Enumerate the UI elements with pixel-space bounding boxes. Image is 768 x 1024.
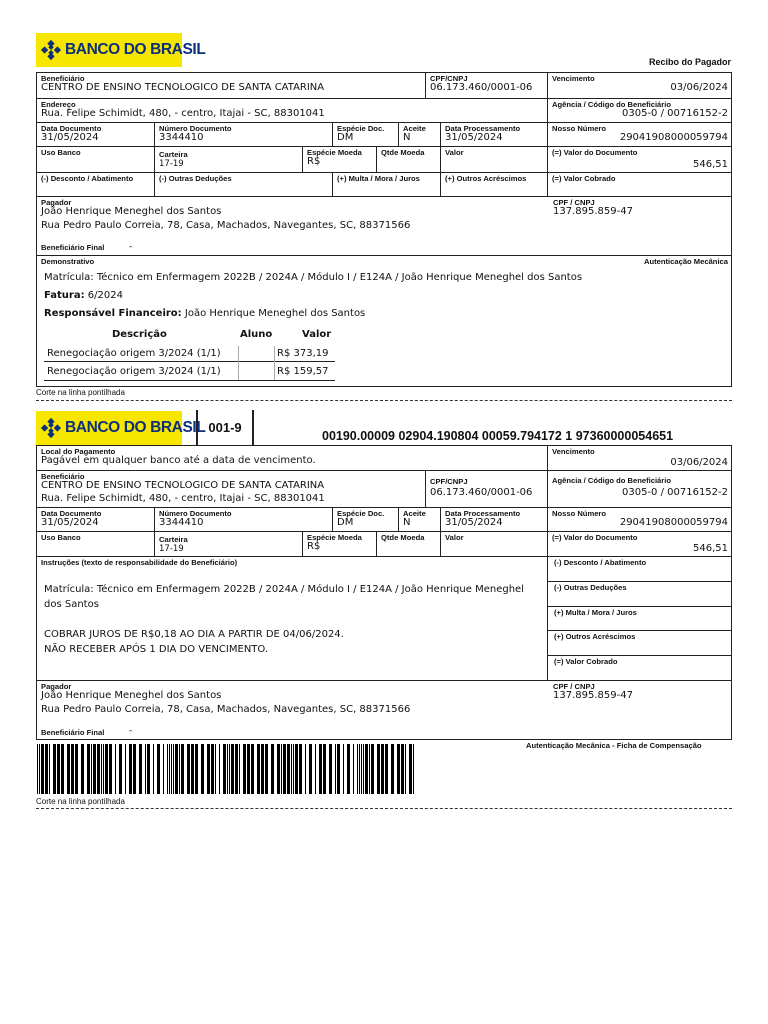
ficha-valor-documento-cell [547, 531, 732, 556]
barcode-bar [243, 744, 246, 794]
barcode-bar [71, 744, 74, 794]
receipt-aceite-cell [398, 122, 440, 146]
receipt-especie-doc-cell [332, 122, 398, 146]
receipt-valor-cell [440, 146, 547, 172]
barcode-bar [57, 744, 60, 794]
label: (=) Valor do Documento [552, 533, 638, 542]
barcode-bar [277, 744, 280, 794]
barcode-bar [139, 744, 142, 794]
valor-documento-value: 546,51 [693, 159, 728, 170]
barcode-bar [211, 744, 214, 794]
barcode-bar [157, 744, 160, 794]
cut-line [36, 808, 732, 809]
barcode-bar [105, 744, 108, 794]
barcode-bar [195, 744, 198, 794]
pagador-cpf-value: 137.895.859-47 [553, 690, 633, 701]
especie-moeda-value: R$ [307, 156, 321, 167]
barcode-bar [175, 744, 178, 794]
label: Beneficiário Final [41, 728, 105, 737]
receipt-numero-documento-cell [154, 122, 332, 146]
barcode-bar [53, 744, 56, 794]
barcode-bar [41, 744, 44, 794]
receipt-title: Recibo do Pagador [648, 57, 731, 67]
label: Nosso Número [552, 124, 607, 133]
receipt-vencimento-cell [547, 72, 732, 98]
barcode-bar [91, 744, 92, 794]
ficha-outras-deducoes-cell [547, 581, 732, 606]
barcode-bar [335, 744, 336, 794]
receipt-beneficiario-cell [36, 72, 425, 98]
barcode-bar [357, 744, 358, 794]
label: (-) Outras Deduções [554, 583, 627, 592]
receipt-desconto-cell [36, 172, 154, 196]
ficha-qtde-moeda-cell [376, 531, 440, 556]
ficha-pagador-cell [36, 680, 547, 740]
barcode-bar [125, 744, 126, 794]
label: Espécie Doc. [337, 509, 385, 518]
barcode-bar [119, 744, 122, 794]
label: Data Processamento [445, 509, 521, 518]
barcode-bar [371, 744, 374, 794]
label: Carteira [159, 150, 188, 159]
barcode-bar [167, 744, 168, 794]
barcode-bar [145, 744, 146, 794]
barcode-bar [309, 744, 312, 794]
table-row-1-valor: R$ 373,19 [277, 348, 329, 359]
especie-moeda-value: R$ [307, 541, 321, 552]
barcode-bar [115, 744, 116, 794]
barcode-bar [103, 744, 104, 794]
barcode-bar [261, 744, 264, 794]
pagador-endereco-value: Rua Pedro Paulo Correia, 78, Casa, Machados, Navegantes, SC, 88371566 [41, 704, 411, 715]
table-row-1-descricao: Renegociação origem 3/2024 (1/1) [47, 348, 221, 359]
label: Endereço [41, 100, 76, 109]
barcode-bar [181, 744, 184, 794]
receipt-cpf-cnpj-cell [425, 72, 547, 98]
barcode-bar [187, 744, 190, 794]
barcode-bar [37, 744, 38, 794]
label: Uso Banco [41, 533, 81, 542]
label: Agência / Código do Beneficiário [552, 100, 671, 109]
label: Vencimento [552, 447, 595, 456]
barcode-bar [219, 744, 220, 794]
agencia-value: 0305-0 / 00716152-2 [621, 108, 728, 119]
pagador-nome-value: João Henrique Meneghel dos Santos [41, 206, 222, 217]
barcode-bar [87, 744, 90, 794]
barcode-bar [153, 744, 154, 794]
receipt-agencia-cell [547, 98, 732, 122]
table-col-divider [238, 346, 239, 380]
label: (=) Valor do Documento [552, 148, 638, 157]
label: Demonstrativo [41, 257, 95, 266]
valor-documento-value: 546,51 [693, 543, 728, 554]
barcode-bar [93, 744, 96, 794]
barcode-bar [223, 744, 226, 794]
cpf-cnpj-value: 06.173.460/0001-06 [430, 487, 533, 498]
barcode-bar [169, 744, 170, 794]
fatura-label: Fatura: [44, 290, 85, 301]
barcode-bar [67, 744, 70, 794]
barcode-bar [369, 744, 370, 794]
label: Vencimento [552, 74, 595, 83]
label: Aceite [403, 124, 426, 133]
aceite-value: N [403, 132, 411, 143]
aceite-value: N [403, 517, 411, 528]
ficha-aceite-cell [398, 507, 440, 531]
label: Beneficiário Final [41, 243, 105, 252]
barcode-bar [413, 744, 414, 794]
barcode-bar [61, 744, 64, 794]
ficha-valor-cell [440, 531, 547, 556]
barcode-bar [231, 744, 234, 794]
barcode-bar [293, 744, 294, 794]
label: Aceite [403, 509, 426, 518]
label: (+) Outros Acréscimos [445, 174, 527, 183]
digitable-line: 00190.00009 02904.190804 00059.794172 1 97360000054651 [322, 429, 674, 443]
receipt-multa-cell [332, 172, 440, 196]
barcode-bar [215, 744, 216, 794]
ficha-nosso-numero-cell [547, 507, 732, 531]
receipt-outras-deducoes-cell [154, 172, 332, 196]
bank-code: 001-9 [196, 410, 254, 445]
ficha-agencia-cell [547, 470, 732, 507]
col-aluno: Aluno [240, 329, 273, 340]
label: CPF/CNPJ [430, 477, 468, 486]
barcode-bar [319, 744, 322, 794]
barcode-bar [323, 744, 326, 794]
endereco-value: Rua. Felipe Schimidt, 480, - centro, Itajai - SC, 88301041 [41, 108, 325, 119]
ficha-especie-moeda-cell [302, 531, 376, 556]
barcode-bar [359, 744, 360, 794]
label: Espécie Moeda [307, 148, 362, 157]
bank-logo-icon [40, 417, 62, 439]
nosso-numero-value: 29041908000059794 [619, 132, 728, 143]
label: (=) Valor Cobrado [554, 657, 618, 666]
agencia-value: 0305-0 / 00716152-2 [621, 487, 728, 498]
receipt-valor-cobrado-cell [547, 172, 732, 196]
barcode-bar [171, 744, 172, 794]
barcode-bar [247, 744, 250, 794]
label: (-) Desconto / Abatimento [554, 558, 647, 567]
demonstrativo-matricula: Matrícula: Técnico em Enfermagem 2022B / 2024A / Módulo I / E124A / João Henrique Meneghel dos Santos [44, 272, 583, 283]
cut-line-label: Corte na linha pontilhada [36, 388, 125, 397]
barcode-bar [173, 744, 174, 794]
bank-logo-text: BANCO DO BRASIL [65, 419, 206, 436]
ficha-multa-cell [547, 606, 732, 630]
label: Qtde Moeda [381, 148, 425, 157]
label: Beneficiário [41, 74, 85, 83]
barcode-bar [361, 744, 362, 794]
table-row-divider [44, 380, 335, 381]
barcode-bar [109, 744, 112, 794]
label: Agência / Código do Beneficiário [552, 476, 671, 485]
barcode-bar [75, 744, 78, 794]
barcode-bar [299, 744, 302, 794]
pagador-cpf-value: 137.895.859-47 [553, 206, 633, 217]
barcode-bar [97, 744, 100, 794]
receipt-data-documento-cell [36, 122, 154, 146]
col-valor: Valor [302, 329, 332, 340]
label: (-) Outras Deduções [159, 174, 232, 183]
receipt-cpf-pagador-cell [547, 196, 732, 255]
demonstrativo-fatura [44, 289, 123, 302]
label: CPF / CNPJ [553, 198, 595, 207]
label: (=) Valor Cobrado [552, 174, 616, 183]
nosso-numero-value: 29041908000059794 [619, 517, 728, 528]
table-row-divider [44, 361, 335, 362]
label: Número Documento [159, 509, 232, 518]
barcode-bar [353, 744, 354, 794]
data-documento-value: 31/05/2024 [41, 132, 99, 143]
barcode-bar [283, 744, 286, 794]
ficha-desconto-cell [547, 556, 732, 581]
receipt-uso-banco-cell [36, 146, 154, 172]
ficha-vencimento-cell [547, 445, 732, 470]
bank-logo-icon [40, 39, 62, 61]
bank-logo-text: BANCO DO BRASIL [65, 41, 206, 58]
beneficiario-final-value: - [129, 242, 133, 252]
vencimento-value: 03/06/2024 [670, 82, 728, 93]
beneficiario-value: CENTRO DE ENSINO TECNOLOGICO DE SANTA CATARINA [41, 480, 325, 491]
ficha-data-processamento-cell [440, 507, 547, 531]
label: Data Documento [41, 509, 102, 518]
label: Instruções (texto de responsabilidade do Beneficiário) [41, 558, 238, 567]
ficha-carteira-cell [154, 531, 302, 556]
barcode-bar [363, 744, 364, 794]
label: (-) Desconto / Abatimento [41, 174, 134, 183]
label: (+) Multa / Mora / Juros [337, 174, 420, 183]
col-descricao: Descrição [112, 329, 167, 340]
barcode-bar [401, 744, 404, 794]
pagador-nome-value: João Henrique Meneghel dos Santos [41, 690, 222, 701]
barcode-bar [291, 744, 292, 794]
barcode-bar [251, 744, 254, 794]
data-documento-value: 31/05/2024 [41, 517, 99, 528]
carteira-value: 17-19 [159, 544, 184, 554]
label: Uso Banco [41, 148, 81, 157]
receipt-valor-documento-cell [547, 146, 732, 172]
barcode-bar [201, 744, 204, 794]
label: Local do Pagamento [41, 447, 116, 456]
receipt-carteira-cell [154, 146, 302, 172]
instrucao-prazo: NÃO RECEBER APÓS 1 DIA DO VENCIMENTO. [44, 644, 269, 655]
ficha-especie-doc-cell [332, 507, 398, 531]
barcode [37, 744, 415, 794]
instrucoes-matricula: Matrícula: Técnico em Enfermagem 2022B / 2024A / Módulo I / E124A / João Henrique Meneghel dos Santos [44, 584, 524, 610]
local-pagamento-value: Pagável em qualquer banco até a data de vencimento. [41, 455, 316, 466]
barcode-bar [191, 744, 194, 794]
demonstrativo-responsavel [44, 307, 365, 320]
cpf-cnpj-value: 06.173.460/0001-06 [430, 82, 533, 93]
especie-doc-value: DM [337, 132, 354, 143]
label: Data Documento [41, 124, 102, 133]
autenticacao-ficha-label: Autenticação Mecânica - Ficha de Compensação [526, 741, 702, 750]
barcode-bar [281, 744, 282, 794]
barcode-bar [347, 744, 350, 794]
vencimento-value: 03/06/2024 [670, 457, 728, 468]
barcode-bar [101, 744, 102, 794]
ficha-cpf-pagador-cell [547, 680, 732, 740]
data-processamento-value: 31/05/2024 [445, 517, 503, 528]
instrucao-juros: COBRAR JUROS DE R$0,18 AO DIA A PARTIR DE 04/06/2024. [44, 629, 344, 640]
label: Beneficiário [41, 472, 85, 481]
label: Nosso Número [552, 509, 607, 518]
pagador-endereco-value: Rua Pedro Paulo Correia, 78, Casa, Machados, Navegantes, SC, 88371566 [41, 220, 411, 231]
label: Valor [445, 533, 464, 542]
table-row-2-valor: R$ 159,57 [277, 366, 329, 377]
barcode-bar [227, 744, 228, 794]
ficha-numero-documento-cell [154, 507, 332, 531]
fatura-value: 6/2024 [87, 290, 123, 301]
barcode-bar [239, 744, 240, 794]
endereco-value: Rua. Felipe Schimidt, 480, - centro, Itajai - SC, 88301041 [41, 493, 325, 504]
barcode-bar [365, 744, 368, 794]
barcode-bar [81, 744, 84, 794]
barcode-bar [287, 744, 290, 794]
ficha-valor-cobrado-cell [547, 655, 732, 680]
ficha-outros-acrescimos-cell [547, 630, 732, 655]
label: Carteira [159, 535, 188, 544]
receipt-nosso-numero-cell [547, 122, 732, 146]
label: Autenticação Mecânica [644, 257, 728, 266]
label: Pagador [41, 198, 72, 207]
receipt-data-processamento-cell [440, 122, 547, 146]
barcode-bar [337, 744, 340, 794]
label: CPF / CNPJ [553, 682, 595, 691]
label: Pagador [41, 682, 72, 691]
receipt-qtde-moeda-cell [376, 146, 440, 172]
beneficiario-final-value: - [129, 726, 133, 736]
cut-line-label: Corte na linha pontilhada [36, 797, 125, 806]
barcode-bar [133, 744, 136, 794]
barcode-bar [163, 744, 164, 794]
especie-doc-value: DM [337, 517, 354, 528]
label: Número Documento [159, 124, 232, 133]
ficha-data-documento-cell [36, 507, 154, 531]
barcode-bar [229, 744, 230, 794]
label: Qtde Moeda [381, 533, 425, 542]
carteira-value: 17-19 [159, 159, 184, 169]
barcode-bar [409, 744, 412, 794]
numero-documento-value: 3344410 [159, 517, 204, 528]
barcode-bar [207, 744, 210, 794]
table-col-divider [274, 346, 275, 380]
responsavel-label: Responsável Financeiro: [44, 308, 182, 319]
barcode-bar [315, 744, 316, 794]
table-row-2-descricao: Renegociação origem 3/2024 (1/1) [47, 366, 221, 377]
label: (+) Outros Acréscimos [554, 632, 636, 641]
barcode-bar [49, 744, 50, 794]
barcode-bar [329, 744, 332, 794]
label: Espécie Doc. [337, 124, 385, 133]
label: Espécie Moeda [307, 533, 362, 542]
ficha-uso-banco-cell [36, 531, 154, 556]
barcode-bar [305, 744, 306, 794]
ficha-beneficiario-cell [36, 470, 425, 507]
receipt-especie-moeda-cell [302, 146, 376, 172]
barcode-bar [391, 744, 394, 794]
ficha-local-pagamento-cell [36, 445, 547, 470]
receipt-outros-acrescimos-cell [440, 172, 547, 196]
barcode-bar [265, 744, 268, 794]
barcode-bar [377, 744, 380, 794]
barcode-bar [271, 744, 274, 794]
barcode-bar [129, 744, 132, 794]
barcode-bar [147, 744, 150, 794]
receipt-pagador-cell [36, 196, 547, 255]
barcode-bar [405, 744, 406, 794]
barcode-bar [295, 744, 298, 794]
barcode-bar [179, 744, 180, 794]
receipt-endereco-cell [36, 98, 547, 122]
barcode-bar [385, 744, 388, 794]
ficha-cpf-cnpj-cell [425, 470, 547, 507]
barcode-bar [381, 744, 384, 794]
barcode-bar [257, 744, 260, 794]
label: (+) Multa / Mora / Juros [554, 608, 637, 617]
barcode-bar [343, 744, 344, 794]
barcode-bar [235, 744, 238, 794]
barcode-bar [39, 744, 40, 794]
bank-logo [36, 411, 206, 445]
numero-documento-value: 3344410 [159, 132, 204, 143]
label: CPF/CNPJ [430, 74, 468, 83]
beneficiario-value: CENTRO DE ENSINO TECNOLOGICO DE SANTA CATARINA [41, 82, 325, 93]
data-processamento-value: 31/05/2024 [445, 132, 503, 143]
ficha-instrucoes-cell [36, 556, 547, 680]
label: Data Processamento [445, 124, 521, 133]
barcode-bar [45, 744, 48, 794]
label: Valor [445, 148, 464, 157]
barcode-bar [397, 744, 400, 794]
cut-line [36, 400, 732, 401]
bank-logo [36, 33, 206, 67]
responsavel-value: João Henrique Meneghel dos Santos [184, 308, 366, 319]
